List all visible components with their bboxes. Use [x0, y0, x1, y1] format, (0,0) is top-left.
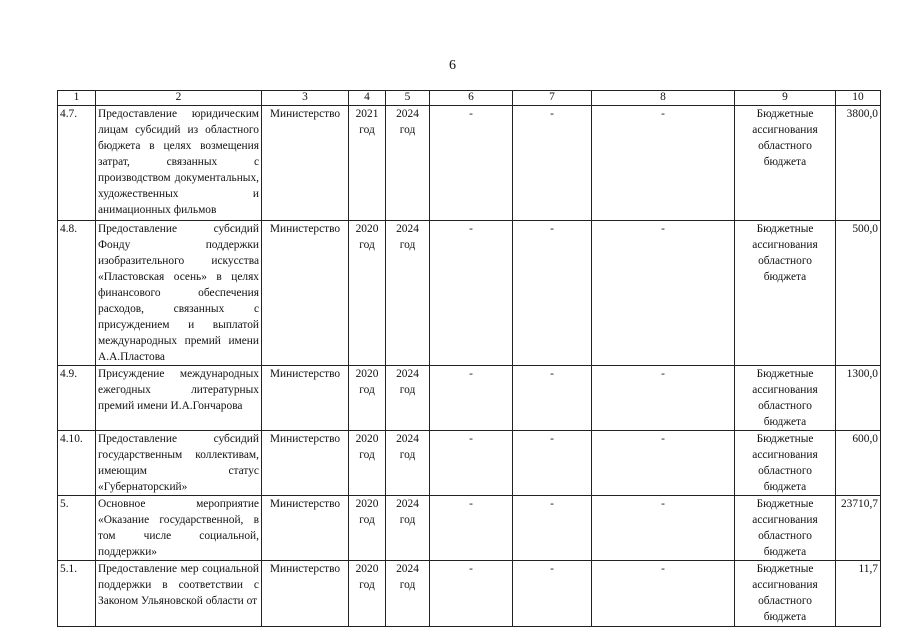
row-end-year: 2024 год [386, 106, 430, 221]
row-col7: - [513, 106, 592, 221]
row-start-year: 2020 год [349, 366, 386, 431]
row-description: Предоставление субсидий государственным коллективам, имеющим статус «Губернаторский» [96, 431, 262, 496]
row-col8: - [592, 496, 735, 561]
row-col6: - [430, 561, 513, 627]
row-start-year: 2020 год [349, 496, 386, 561]
row-description: Основное мероприятие «Оказание государственной, в том числе социальной, поддержки» [96, 496, 262, 561]
row-description: Предоставление мер социальной поддержки в соответствии с Законом Ульяновской области от [96, 561, 262, 627]
row-col7: - [513, 496, 592, 561]
row-col6: - [430, 106, 513, 221]
row-start-year: 2021 год [349, 106, 386, 221]
row-executor: Министерство [262, 561, 349, 627]
row-executor: Министерство [262, 106, 349, 221]
row-number: 4.10. [58, 431, 96, 496]
row-col6: - [430, 431, 513, 496]
row-col7: - [513, 366, 592, 431]
row-col8: - [592, 106, 735, 221]
row-col7: - [513, 221, 592, 366]
row-end-year: 2024 год [386, 431, 430, 496]
row-amount: 600,0 [836, 431, 881, 496]
row-amount: 3800,0 [836, 106, 881, 221]
row-amount: 23710,7 [836, 496, 881, 561]
row-start-year: 2020 год [349, 431, 386, 496]
column-header: 3 [262, 91, 349, 106]
row-description: Присуждение международных ежегодных литературных премий имени И.А.Гончарова [96, 366, 262, 431]
row-col6: - [430, 366, 513, 431]
row-number: 5.1. [58, 561, 96, 627]
row-end-year: 2024 год [386, 221, 430, 366]
row-funding-source: Бюджетные ассигнования областного бюджета [735, 561, 836, 627]
column-header: 2 [96, 91, 262, 106]
program-table [57, 90, 881, 627]
column-header: 4 [349, 91, 386, 106]
column-header: 7 [513, 91, 592, 106]
row-executor: Министерство [262, 496, 349, 561]
column-header: 9 [735, 91, 836, 106]
table-row [58, 496, 881, 561]
row-funding-source: Бюджетные ассигнования областного бюджета [735, 221, 836, 366]
table-row [58, 431, 881, 496]
row-end-year: 2024 год [386, 496, 430, 561]
row-col7: - [513, 431, 592, 496]
row-amount: 1300,0 [836, 366, 881, 431]
column-header: 1 [58, 91, 96, 106]
table-row [58, 106, 881, 221]
row-funding-source: Бюджетные ассигнования областного бюджета [735, 366, 836, 431]
row-amount: 11,7 [836, 561, 881, 627]
row-number: 4.8. [58, 221, 96, 366]
row-funding-source: Бюджетные ассигнования областного бюджета [735, 496, 836, 561]
table-row [58, 366, 881, 431]
row-col8: - [592, 431, 735, 496]
row-funding-source: Бюджетные ассигнования областного бюджета [735, 431, 836, 496]
row-description: Предоставление юридическим лицам субсидий из областного бюджета в целях возмещения затрат, связанных с производством документальных, художественных и анимационных фильмов [96, 106, 262, 221]
row-col8: - [592, 561, 735, 627]
page-number: 6 [449, 58, 456, 73]
row-executor: Министерство [262, 221, 349, 366]
row-funding-source: Бюджетные ассигнования областного бюджета [735, 106, 836, 221]
table-row [58, 561, 881, 627]
row-number: 5. [58, 496, 96, 561]
row-description: Предоставление субсидий Фонду поддержки изобразительного искусства «Пластовская осень» в целях финансового обеспечения расходов, связанных с присуждением и выплатой международных премий имени А.А.Пластова [96, 221, 262, 366]
row-end-year: 2024 год [386, 561, 430, 627]
row-col7: - [513, 561, 592, 627]
column-header: 6 [430, 91, 513, 106]
row-col8: - [592, 221, 735, 366]
row-number: 4.9. [58, 366, 96, 431]
row-col8: - [592, 366, 735, 431]
header-row [58, 91, 881, 106]
table-row [58, 221, 881, 366]
row-executor: Министерство [262, 431, 349, 496]
row-end-year: 2024 год [386, 366, 430, 431]
row-col6: - [430, 496, 513, 561]
row-amount: 500,0 [836, 221, 881, 366]
column-header: 8 [592, 91, 735, 106]
row-executor: Министерство [262, 366, 349, 431]
column-header: 5 [386, 91, 430, 106]
row-number: 4.7. [58, 106, 96, 221]
row-col6: - [430, 221, 513, 366]
column-header: 10 [836, 91, 881, 106]
row-start-year: 2020 год [349, 561, 386, 627]
row-start-year: 2020 год [349, 221, 386, 366]
